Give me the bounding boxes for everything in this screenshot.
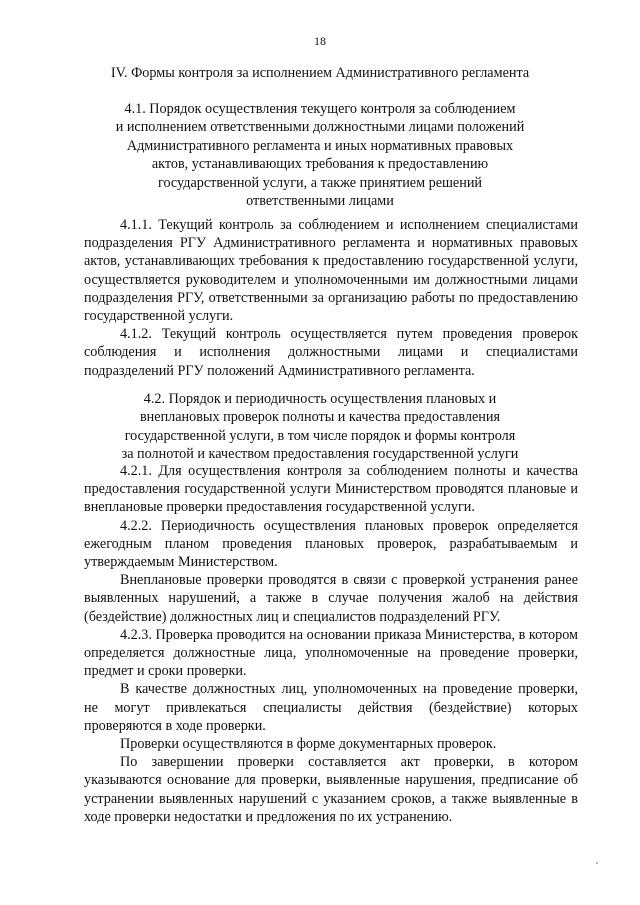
paragraph-documentary-checks: Проверки осуществляются в форме документарных проверок.	[120, 736, 497, 753]
heading-line: государственной услуги, а также принятием решений	[158, 174, 482, 191]
section-title: IV. Формы контроля за исполнением Административного регламента	[110, 65, 530, 81]
paragraph-4-2-1: 4.2.1. Для осуществления контроля за соблюдением полноты и качества предоставления государственной услуги Министерством проводятся плановые и внеплановые проверки предоставления государственной услуги.	[84, 463, 578, 516]
scan-speck	[596, 862, 598, 864]
paragraph-4-2-2: 4.2.2. Периодичность осуществления плановых проверок определяется ежегодным планом проведения плановых проверок, разрабатываемым и утверждаемым Министерством.	[84, 517, 578, 571]
heading-line: государственной услуги, в том числе порядок и формы контроля	[124, 427, 516, 444]
subsection-2-heading	[90, 390, 550, 464]
page-number: 18	[314, 34, 326, 48]
heading-line: и исполнением ответственными должностными лицами положений	[115, 119, 525, 136]
paragraph-4-2-3: 4.2.3. Проверка проводится на основании приказа Министерства, в котором определяется должностные лица, уполномоченные на проведение проверки, предмет и сроки проверки.	[84, 626, 578, 680]
paragraph-officials: В качестве должностных лиц, уполномоченных на проведение проверки, не могут привлекаться специалисты действия (бездействие) которых проверяются в ходе проверки.	[84, 681, 578, 734]
subsection-1-heading	[90, 100, 550, 210]
subsection-2-body	[84, 462, 578, 826]
heading-line: Административного регламента и иных нормативных правовых	[126, 137, 514, 154]
heading-line: актов, устанавливающих требования к предоставлению	[151, 156, 489, 173]
heading-line: 4.1. Порядок осуществления текущего контроля за соблюдением	[124, 101, 516, 117]
subsection-1-body	[84, 216, 578, 380]
paragraph-unscheduled-checks: Внеплановые проверки проводятся в связи с проверкой устранения ранее выявленных нарушений, а также в случае получения жалоб на действия (бездействие) должностных лиц и специалистов подразделений РГУ.	[84, 572, 578, 625]
paragraph-4-1-2: 4.1.2. Текущий контроль осуществляется путем проведения проверок соблюдения и исполнения должностными лицами и специалистами подразделений РГУ положений Административного регламента.	[84, 326, 578, 379]
heading-line: внеплановых проверок полноты и качества предоставления	[139, 409, 500, 426]
heading-line: ответственными лицами	[246, 193, 394, 210]
heading-line: за полнотой и качеством предоставления государственной услуги	[121, 446, 519, 463]
paragraph-inspection-act: По завершении проверки составляется акт проверки, в котором указываются основание для проверки, выявленные нарушения, предписание об устранении выявленных нарушений с указанием сроков, а также выявленные в ходе проверки недостатки и предложения по их устранению.	[84, 754, 578, 825]
paragraph-4-1-1: 4.1.1. Текущий контроль за соблюдением и исполнением специалистами подразделения РГУ Административного регламента и нормативных правовых актов, устанавливающих требования к предоставлению государственной услуги, осуществляется руководителем и уполномоченными им должностными лицами подразделения РГУ, ответственными за организацию работы по предоставлению государственной услуги.	[84, 217, 578, 325]
heading-line: 4.2. Порядок и периодичность осуществления плановых и	[143, 391, 497, 407]
